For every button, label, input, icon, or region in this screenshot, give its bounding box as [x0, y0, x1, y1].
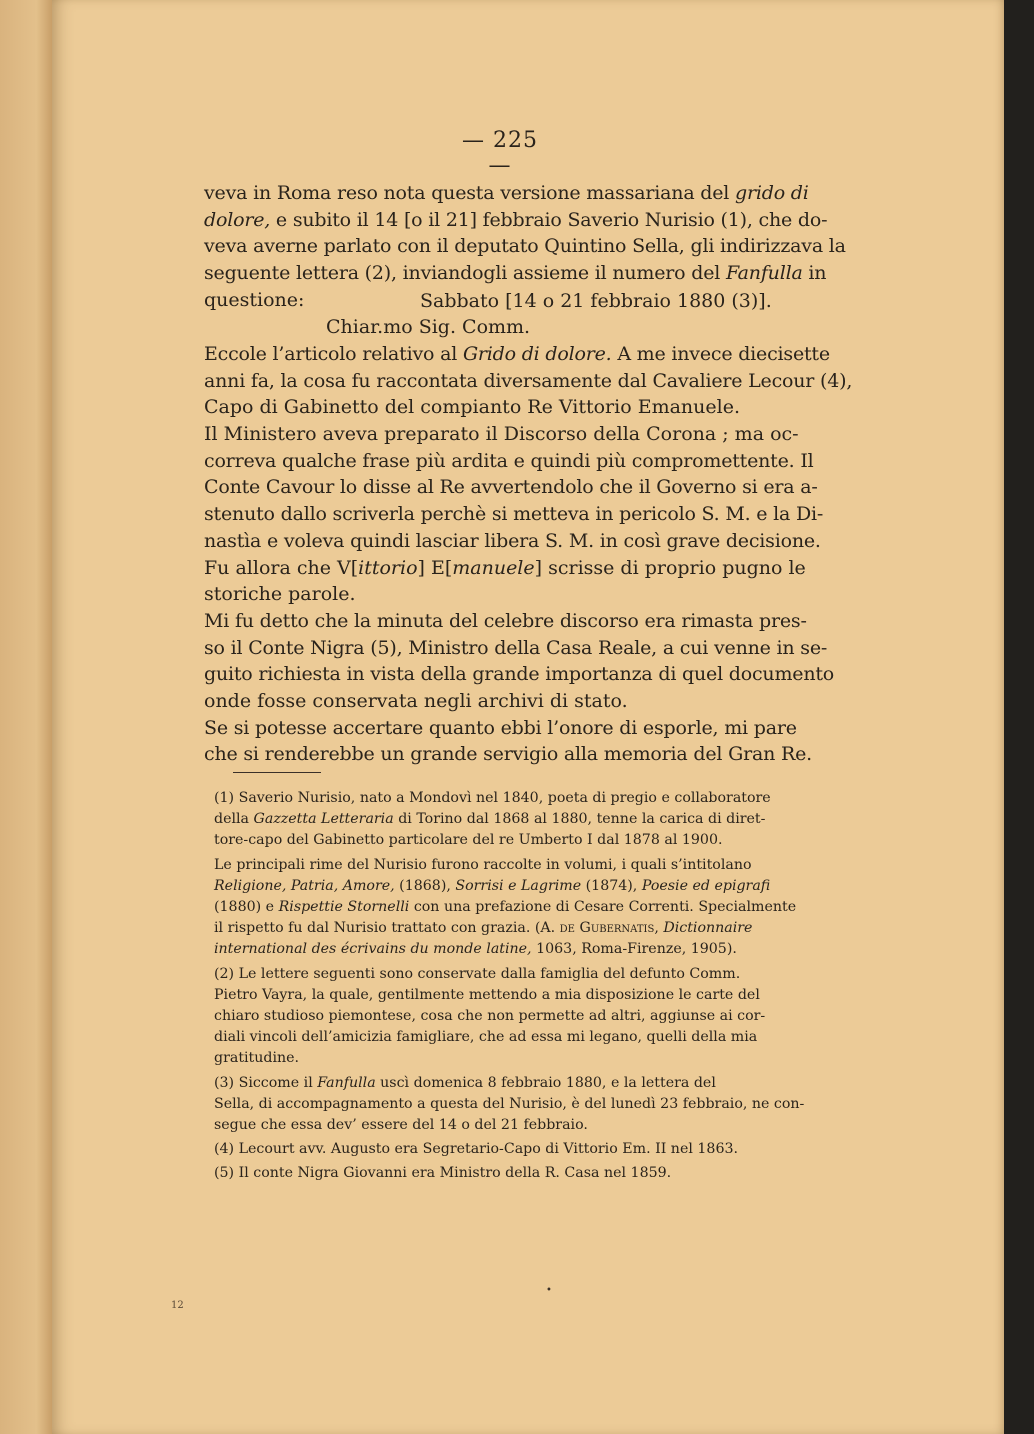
- paragraph-3: Fu allora che V[ittorio] E[manuele] scrisse di proprio pugno le storiche parole.: [204, 556, 806, 606]
- footnote-3: (3) Siccome il Fanfulla uscì domenica 8 febbraio 1880, e la lettera del Sella, di accompagnamento a questa del Nurisio, è del lunedì 23 febbraio, ne con- segue che essa dev’ essere del 14 o del 21 febbraio.: [214, 1074, 805, 1134]
- letter-salutation: Chiar.mo Sig. Comm.: [326, 316, 531, 339]
- letter-date: Sabbato [14 o 21 febbraio 1880 (3)].: [420, 289, 772, 312]
- text-line: veva averne parlato con il deputato Quintino Sella, gli indirizzava la: [204, 235, 846, 258]
- footnote-rule: [233, 772, 321, 773]
- ink-dot-mark: •: [546, 1285, 552, 1296]
- footnote-5: (5) Il conte Nigra Giovanni era Ministro della R. Casa nel 1859.: [214, 1165, 672, 1182]
- footnote-1: (1) Saverio Nurisio, nato a Mondovì nel 1840, poeta di pregio e collaboratore della Gazzetta Letteraria di Torino dal 1868 al 1880, tenne la carica di diret- tore-capo del Gabinetto particolare del re Umberto I dal 1878 al 1900.: [214, 790, 771, 849]
- text-line: questione:: [204, 288, 305, 311]
- footnote-2: (2) Le lettere seguenti sono conservate dalla famiglia del defunto Comm. Pietro Vayra, la quale, gentilmente mettendo a mia disposizione le carte del chiaro studioso piemontese, cosa che non permette ad altri, aggiunse ai cor- diali vincoli dell’amicizia famigliare, che ad essa mi legano, quelli della mia gratitudine.: [214, 965, 766, 1067]
- text-line: seguente lettera (2), inviandogli assieme il numero del Fanfulla in: [204, 262, 827, 285]
- paragraph-1: Eccole l’articolo relativo al Grido di dolore. A me invece diecisette anni fa, la cosa fu raccontata diversamente dal Cavaliere Lecour (4), Capo di Gabinetto del compianto Re Vittorio Emanuele.: [204, 342, 853, 419]
- scan-background: [1004, 0, 1034, 1434]
- footnote-1-continued: Le principali rime del Nurisio furono raccolte in volumi, i quali s’intitolano Religione, Patria, Amore, (1868), Sorrisi e Lagrime (1874), Poesie ed epigrafi (1880) e Rispettie Stornelli con una prefazione di Cesare Correnti. Specialmente il rispetto fu dal Nurisio trattato con grazia. (A. de Gubernatis, Dictionnaire international des écrivains du monde latine, 1063, Roma-Firenze, 1905).: [214, 856, 797, 958]
- text-line: dolore, e subito il 14 [o il 21] febbraio Saverio Nurisio (1), che do-: [204, 208, 828, 231]
- facing-page-edge: [0, 0, 52, 1434]
- main-text-block: [204, 180, 853, 768]
- paragraph-5: Se si potesse accertare quanto ebbi l’onore di esporle, mi pare che si renderebbe un grande servigio alla memoria del Gran Re.: [204, 716, 812, 766]
- footnotes-block: [214, 788, 808, 1188]
- footnote-4: (4) Lecourt avv. Augusto era Segretario-Capo di Vittorio Em. II nel 1863.: [214, 1141, 739, 1158]
- paragraph-2: Il Ministero aveva preparato il Discorso della Corona ; ma oc- correva qualche frase più ardita e quindi più compromettente. Il Conte Cavour lo disse al Re avvertendolo che il Governo si era a- stenuto dallo scriverla perchè si metteva in pericolo S. M. e la Di- nastìa e voleva quindi lasciar libera S. M. in così grave decisione.: [204, 423, 824, 552]
- paragraph-4: Mi fu detto che la minuta del celebre discorso era rimasta pres- so il Conte Nigra (5), Ministro della Casa Reale, a cui venne in se- guito richiesta in vista della grande importanza di quel documento onde fosse conservata negli archivi di stato.: [204, 609, 835, 713]
- page-number: — 225 —: [462, 128, 538, 178]
- text-line: veva in Roma reso nota questa versione massariana del grido di: [204, 182, 809, 204]
- corner-pencil-mark: 12: [171, 1300, 184, 1311]
